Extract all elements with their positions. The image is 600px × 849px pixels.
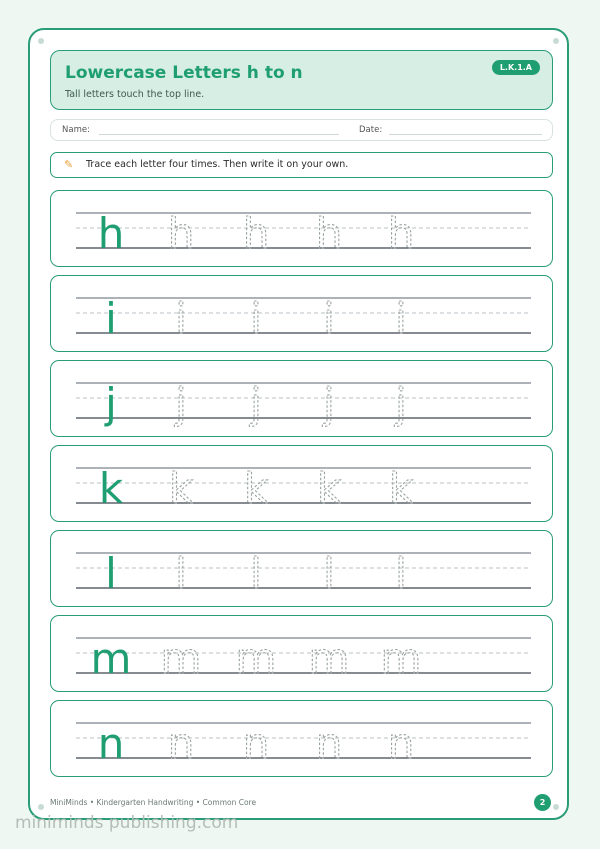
trace-letter[interactable]: h [315,209,343,258]
trace-letter[interactable]: j [175,379,187,428]
trace-letter[interactable]: l [250,549,262,598]
corner-dot [38,804,44,810]
practice-row [50,445,553,522]
model-letter: n [97,719,125,768]
practice-row [50,530,553,607]
page-subtitle: Tall letters touch the top line. [65,89,205,100]
practice-row [50,700,553,777]
trace-letter[interactable]: n [167,719,195,768]
worksheet-page [28,28,569,820]
trace-letter[interactable]: j [250,379,262,428]
corner-dot [553,804,559,810]
date-label: Date: [359,125,383,135]
trace-letter[interactable]: m [380,634,422,683]
trace-letter[interactable]: i [395,294,407,343]
page-title: Lowercase Letters h to n [65,63,303,83]
footer-text: MiniMinds • Kindergarten Handwriting • Common Core [50,798,257,807]
model-letter: m [90,634,132,683]
model-letter: l [105,549,117,598]
standard-code-badge: L.K.1.A [492,60,540,75]
trace-letter[interactable]: k [168,464,194,513]
trace-letter[interactable]: k [388,464,414,513]
name-label: Name: [62,125,90,135]
trace-letter[interactable]: h [242,209,270,258]
trace-letter[interactable]: i [250,294,262,343]
pencil-icon: ✎ [64,158,74,171]
model-letter: k [98,464,124,513]
trace-letter[interactable]: l [175,549,187,598]
trace-letter[interactable]: k [316,464,342,513]
date-field[interactable] [389,134,542,135]
corner-dot [38,38,44,44]
trace-letter[interactable]: l [323,549,335,598]
practice-row [50,190,553,267]
header-banner [50,50,553,110]
trace-letter[interactable]: m [235,634,277,683]
instruction-box [50,152,553,178]
model-letter: h [97,209,125,258]
trace-letter[interactable]: n [387,719,415,768]
practice-row [50,360,553,437]
model-letter: j [105,379,117,428]
trace-letter[interactable]: m [160,634,202,683]
corner-dot [553,38,559,44]
trace-letter[interactable]: j [395,379,407,428]
page-number: 2 [534,794,551,811]
practice-row [50,275,553,352]
trace-letter[interactable]: j [323,379,335,428]
trace-letter[interactable]: n [242,719,270,768]
trace-letter[interactable]: i [175,294,187,343]
trace-letter[interactable]: h [167,209,195,258]
trace-letter[interactable]: m [308,634,350,683]
trace-letter[interactable]: i [323,294,335,343]
trace-letter[interactable]: n [315,719,343,768]
model-letter: i [105,294,117,343]
instruction-text: Trace each letter four times. Then write it on your own. [86,159,349,170]
name-field[interactable] [99,134,339,135]
trace-letter[interactable]: h [387,209,415,258]
watermark: miniminds publishing.com [15,813,239,833]
practice-row [50,615,553,692]
trace-letter[interactable]: k [243,464,269,513]
trace-letter[interactable]: l [395,549,407,598]
name-date-bar [50,119,553,141]
